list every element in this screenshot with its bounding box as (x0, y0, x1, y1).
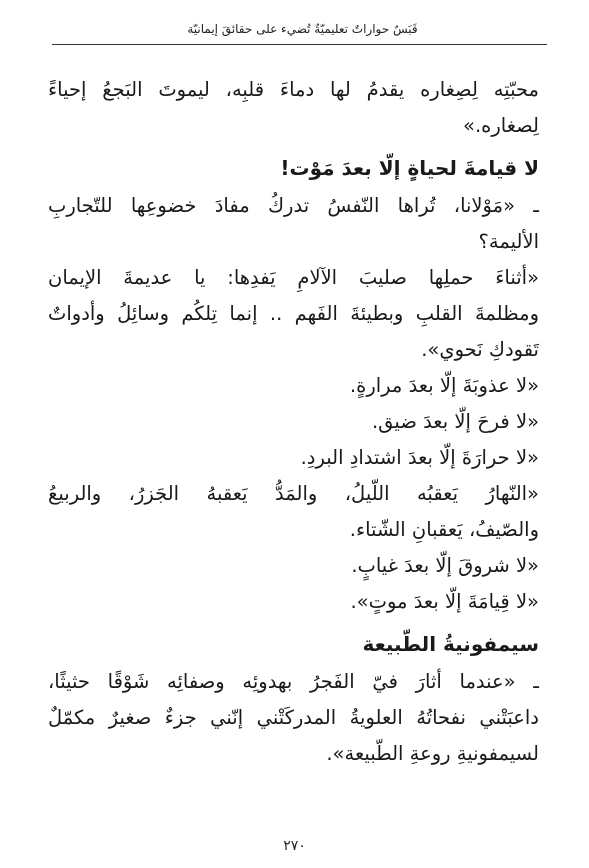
body-line: «أثناءَ حملِها صليبَ الآلامِ يَفدِها: يا عديمةَ الإيمان (48, 266, 539, 289)
body-line: الأليمة؟ (478, 230, 539, 253)
body-line: داعبَتْني نفحاتُهُ العلويةُ المدركَتْني إنّني جزءٌ صغيرٌ مكمّلٌ (48, 706, 539, 729)
body-line: «لا حرارَةَ إلّا بعدَ اشتدادِ البردِ. (300, 446, 539, 469)
section-heading: لا قيامةَ لحياةٍ إلّا بعدَ مَوْت! (280, 156, 539, 180)
header-divider (52, 44, 547, 45)
body-line: محبّتِه لِصِغاره يقدمُ لها دماءَ قلبِه، ليموتَ البَجعُ إحياءً (48, 78, 539, 101)
body-line: «لا شروقَ إلّا بعدَ غيابٍ. (351, 554, 539, 577)
body-line: والصّيفُ، يَعقبانِ الشّتاء. (349, 518, 539, 541)
body-line: «لا عذوبَةَ إلّا بعدَ مرارةٍ. (349, 374, 539, 397)
body-line: «لا فرحَ إلّا بعدَ ضيق. (371, 410, 539, 433)
section-heading: سيمفونيةُ الطّبيعة (362, 632, 539, 656)
body-line: ـ «عندما أثارَ فيّ الفَجرُ بهدوئِه وصفائِه شَوْقًا حثيثًا، (48, 670, 539, 693)
body-line: لسيمفونيةِ روعةِ الطّبيعة». (326, 742, 539, 765)
body-line: ومظلمةَ القلبِ وبطيئةَ الفَهم .. إنما تِلكُم وسائِلُ وأدواتٌ (48, 302, 539, 325)
body-line: «لا قِيامَةَ إلّا بعدَ موتٍ». (350, 590, 539, 613)
body-line: تَقودكِ نَحوي». (421, 338, 539, 361)
body-line: لِصغاره.» (463, 114, 539, 137)
page-body (48, 72, 539, 772)
body-line: «النّهارُ يَعقبُه اللّيلُ، والمَدُّ يَعقبهُ الجَزرُ، والربيعُ (48, 482, 539, 505)
page-number: ٢٧٠ (283, 838, 306, 854)
running-header: قَبَسٌ حواراتٌ تعليميّةٌ تُضيء على حقائقَ إيمانيّة (187, 22, 418, 36)
body-line: ـ «مَوْلانا، تُراها النّفسُ تدركُ مفادَ خضوعِها للتّجاربِ (48, 194, 539, 217)
